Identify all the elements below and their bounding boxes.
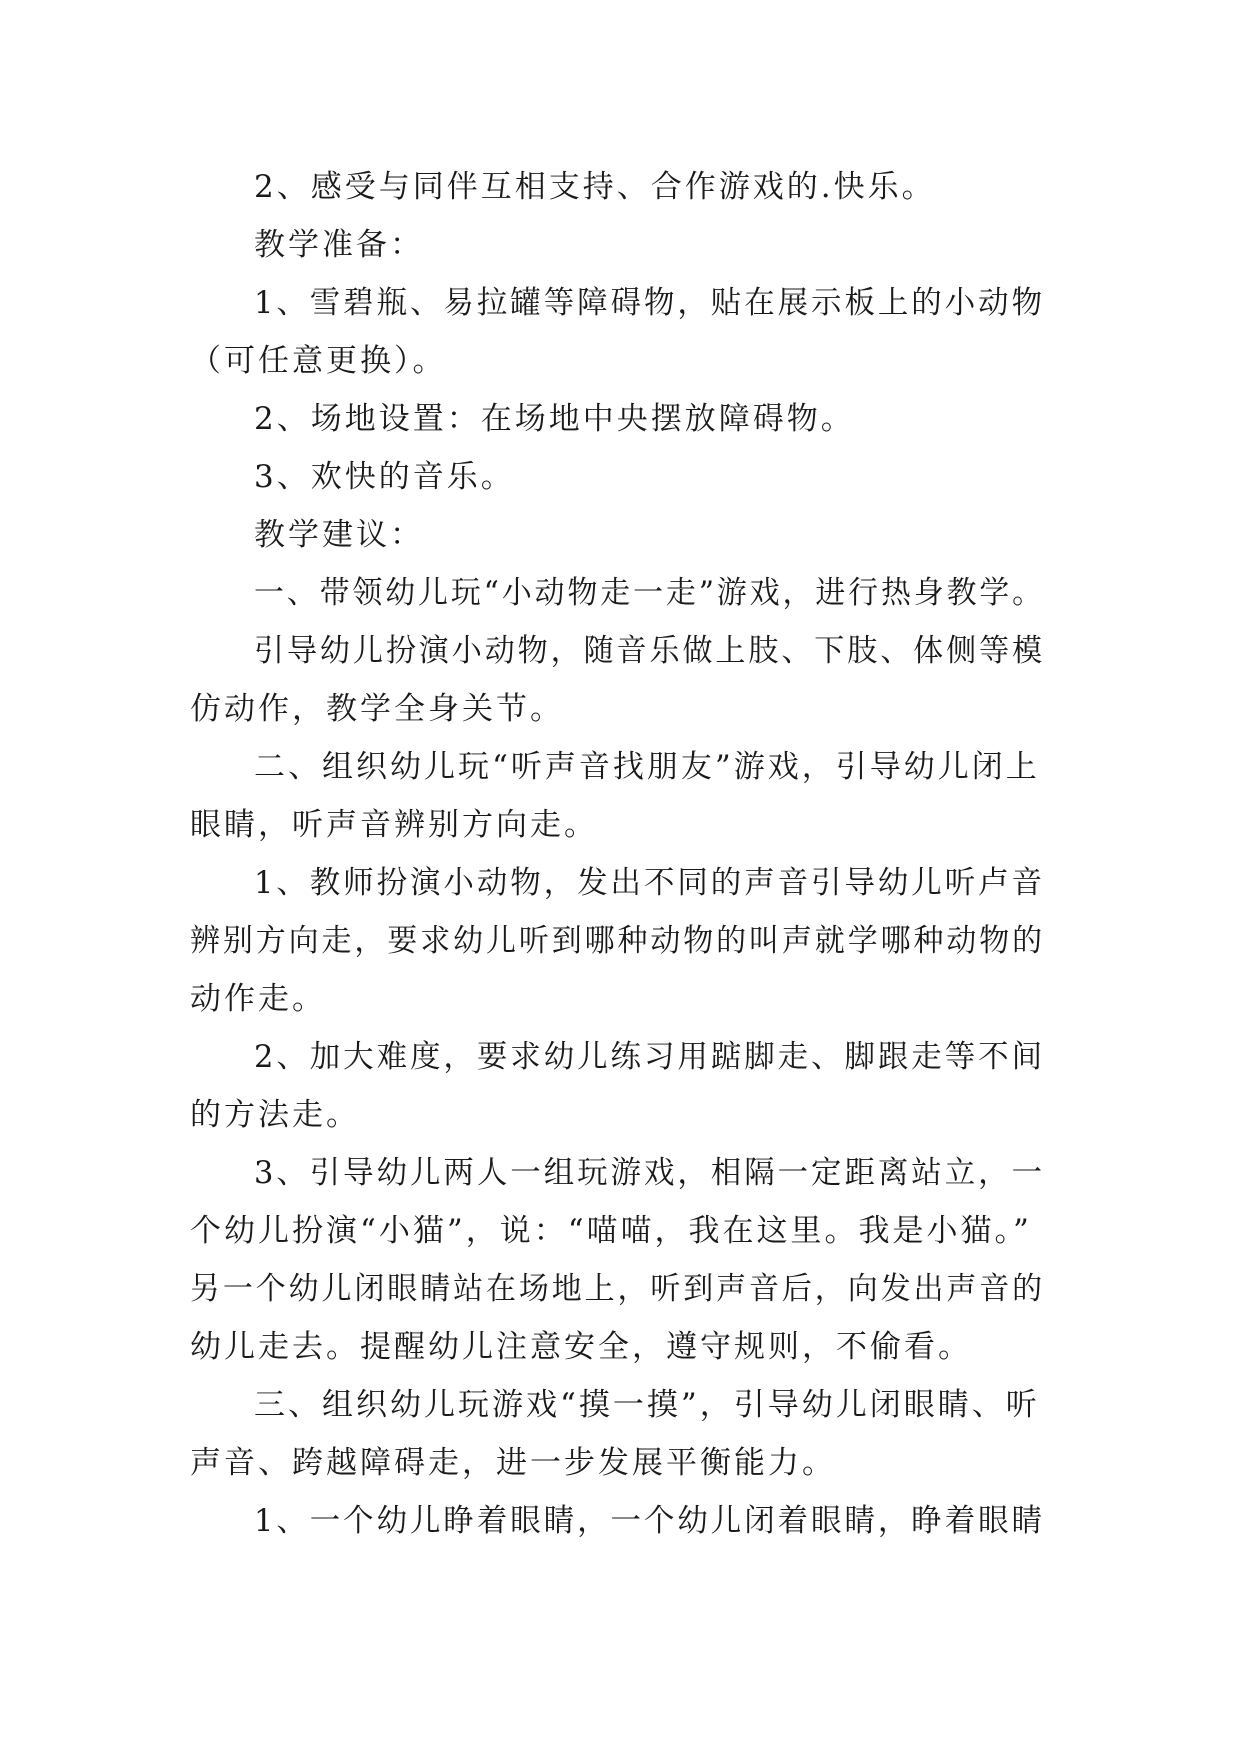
line-text: 眼睛，听声音辨别方向走。	[190, 807, 598, 843]
paragraph-line	[0, 1027, 1241, 1087]
line-text: 2、场地设置：在场地中央摆放障碍物。	[254, 401, 855, 437]
section-heading	[0, 215, 1241, 275]
line-text: 2、加大难度，要求幼儿练习用踮脚走、脚跟走等不间	[254, 1039, 1045, 1075]
line-text: 的方法走。	[190, 1097, 360, 1133]
paragraph-line	[0, 969, 1241, 1029]
line-text: 二、组织幼儿玩“听声音找朋友”游戏，引导幼儿闭上	[254, 749, 1040, 785]
line-text: 辨别方向走，要求幼儿听到哪种动物的叫声就学哪种动物的	[190, 923, 1045, 959]
paragraph-line	[0, 679, 1241, 739]
section-heading	[0, 505, 1241, 565]
line-text: 另一个幼儿闭眼睛站在场地上，听到声音后，向发出声音的	[190, 1271, 1045, 1307]
line-text: （可任意更换）。	[190, 343, 447, 379]
paragraph-line	[0, 1201, 1241, 1261]
line-text: 三、组织幼儿玩游戏“摸一摸”，引导幼儿闭眼睛、听	[254, 1387, 1040, 1423]
paragraph-line	[0, 737, 1241, 797]
line-text: 一、带领幼儿玩“小动物走一走”游戏，进行热身教学。	[254, 575, 1045, 611]
line-text: 幼儿走去。提醒幼儿注意安全，遵守规则，不偷看。	[190, 1329, 972, 1365]
line-text: 引导幼儿扮演小动物，随音乐做上肢、下肢、体侧等模	[254, 633, 1045, 669]
paragraph-line	[0, 273, 1241, 333]
paragraph-line	[0, 389, 1241, 449]
paragraph-line	[0, 447, 1241, 507]
paragraph-line	[0, 1317, 1241, 1377]
paragraph-line	[0, 1375, 1241, 1435]
line-text: 1、教师扮演小动物，发出不同的声音引导幼儿听卢音	[254, 865, 1045, 901]
line-text: 个幼儿扮演“小猫”，说：“喵喵，我在这里。我是小猫。”	[190, 1213, 1032, 1249]
line-text: 动作走。	[190, 981, 326, 1017]
line-text: 声音、跨越障碍走，进一步发展平衡能力。	[190, 1445, 836, 1481]
line-text: 仿动作，教学全身关节。	[190, 691, 564, 727]
paragraph-line	[0, 1143, 1241, 1203]
paragraph-line	[0, 1259, 1241, 1319]
line-text: 1、雪碧瓶、易拉罐等障碍物，贴在展示板上的小动物	[254, 285, 1045, 321]
line-text: 1、一个幼儿睁着眼睛，一个幼儿闭着眼睛，睁着眼睛	[254, 1503, 1045, 1539]
paragraph-line	[0, 157, 1241, 217]
line-text: 教学建议：	[254, 517, 424, 553]
paragraph-line	[0, 1433, 1241, 1493]
paragraph-line	[0, 911, 1241, 971]
paragraph-line	[0, 1491, 1241, 1551]
line-text: 2、感受与同伴互相支持、合作游戏的.快乐。	[254, 169, 936, 205]
paragraph-line	[0, 1085, 1241, 1145]
paragraph-line	[0, 621, 1241, 681]
line-text: 3、欢快的音乐。	[254, 459, 515, 495]
paragraph-line	[0, 853, 1241, 913]
paragraph-line	[0, 795, 1241, 855]
paragraph-line	[0, 563, 1241, 623]
line-text: 教学准备：	[254, 227, 424, 263]
paragraph-line	[0, 331, 1241, 391]
line-text: 3、引导幼儿两人一组玩游戏，相隔一定距离站立，一	[254, 1155, 1045, 1191]
